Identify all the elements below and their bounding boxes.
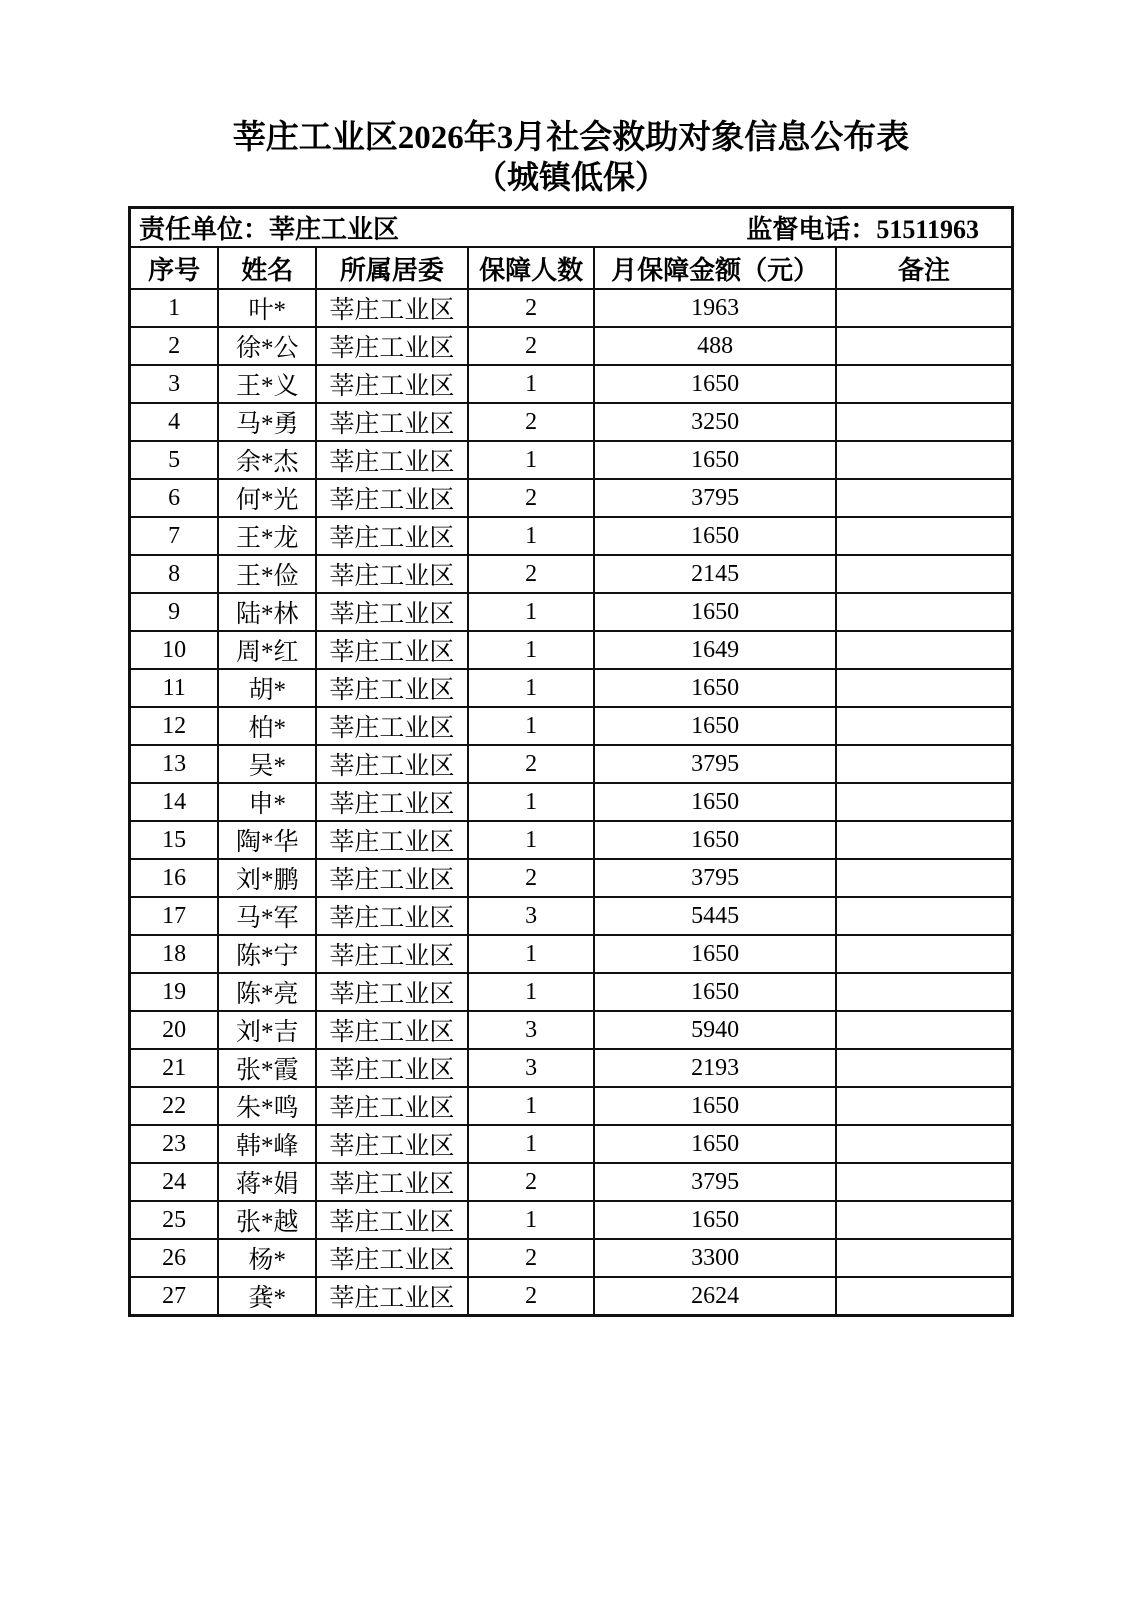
cell-index: 16 [130, 859, 219, 897]
cell-remark [836, 289, 1013, 327]
cell-committee: 莘庄工业区 [316, 669, 468, 707]
cell-amount: 1650 [594, 821, 835, 859]
cell-count: 2 [468, 555, 595, 593]
cell-name: 胡* [218, 669, 316, 707]
cell-remark [836, 935, 1013, 973]
table-header-row [130, 247, 1013, 289]
page-title: 莘庄工业区2026年3月社会救助对象信息公布表 [232, 120, 910, 156]
cell-count: 2 [468, 403, 595, 441]
cell-remark [836, 669, 1013, 707]
table-row [130, 1201, 1013, 1239]
table-row [130, 1277, 1013, 1316]
cell-remark [836, 517, 1013, 555]
cell-name: 刘*吉 [218, 1011, 316, 1049]
cell-amount: 5445 [594, 897, 835, 935]
cell-name: 陶*华 [218, 821, 316, 859]
cell-name: 何*光 [218, 479, 316, 517]
cell-count: 3 [468, 1049, 595, 1087]
cell-committee: 莘庄工业区 [316, 365, 468, 403]
cell-remark [836, 1239, 1013, 1277]
cell-amount: 1650 [594, 935, 835, 973]
page-subtitle: （城镇低保） [474, 159, 667, 196]
cell-index: 7 [130, 517, 219, 555]
assistance-table [128, 206, 1014, 1317]
cell-committee: 莘庄工业区 [316, 1201, 468, 1239]
cell-name: 马*军 [218, 897, 316, 935]
supervision-phone-label: 监督电话： [746, 215, 877, 245]
cell-amount: 3795 [594, 745, 835, 783]
cell-amount: 1650 [594, 707, 835, 745]
cell-committee: 莘庄工业区 [316, 631, 468, 669]
cell-committee: 莘庄工业区 [316, 1163, 468, 1201]
cell-index: 23 [130, 1125, 219, 1163]
cell-index: 17 [130, 897, 219, 935]
cell-name: 王*龙 [218, 517, 316, 555]
table-row [130, 1163, 1013, 1201]
cell-name: 陈*宁 [218, 935, 316, 973]
cell-count: 1 [468, 669, 595, 707]
table-row [130, 479, 1013, 517]
cell-committee: 莘庄工业区 [316, 821, 468, 859]
cell-remark [836, 1163, 1013, 1201]
cell-name: 柏* [218, 707, 316, 745]
cell-amount: 1649 [594, 631, 835, 669]
cell-amount: 1650 [594, 783, 835, 821]
cell-index: 18 [130, 935, 219, 973]
column-header-committee: 所属居委 [316, 247, 468, 289]
cell-committee: 莘庄工业区 [316, 1277, 468, 1316]
cell-index: 26 [130, 1239, 219, 1277]
table-row [130, 859, 1013, 897]
cell-index: 6 [130, 479, 219, 517]
cell-remark [836, 403, 1013, 441]
cell-remark [836, 631, 1013, 669]
cell-index: 1 [130, 289, 219, 327]
cell-remark [836, 441, 1013, 479]
cell-name: 陆*林 [218, 593, 316, 631]
cell-index: 19 [130, 973, 219, 1011]
cell-remark [836, 1277, 1013, 1316]
cell-amount: 1650 [594, 973, 835, 1011]
cell-count: 1 [468, 707, 595, 745]
cell-remark [836, 1201, 1013, 1239]
cell-committee: 莘庄工业区 [316, 973, 468, 1011]
cell-committee: 莘庄工业区 [316, 935, 468, 973]
cell-amount: 3250 [594, 403, 835, 441]
cell-count: 1 [468, 1201, 595, 1239]
cell-count: 2 [468, 327, 595, 365]
table-row [130, 669, 1013, 707]
cell-count: 3 [468, 897, 595, 935]
cell-name: 张*越 [218, 1201, 316, 1239]
cell-index: 12 [130, 707, 219, 745]
cell-remark [836, 859, 1013, 897]
cell-name: 叶* [218, 289, 316, 327]
cell-index: 11 [130, 669, 219, 707]
cell-name: 余*杰 [218, 441, 316, 479]
responsible-unit [139, 209, 399, 246]
cell-count: 2 [468, 1163, 595, 1201]
cell-count: 1 [468, 1125, 595, 1163]
cell-name: 周*红 [218, 631, 316, 669]
table-row [130, 707, 1013, 745]
cell-index: 3 [130, 365, 219, 403]
cell-committee: 莘庄工业区 [316, 1011, 468, 1049]
cell-remark [836, 707, 1013, 745]
cell-index: 8 [130, 555, 219, 593]
table-row [130, 1239, 1013, 1277]
table-row [130, 555, 1013, 593]
column-header-count: 保障人数 [468, 247, 595, 289]
cell-amount: 1650 [594, 1201, 835, 1239]
column-header-amount: 月保障金额（元） [594, 247, 835, 289]
cell-committee: 莘庄工业区 [316, 859, 468, 897]
table-row [130, 745, 1013, 783]
cell-index: 5 [130, 441, 219, 479]
cell-committee: 莘庄工业区 [316, 555, 468, 593]
cell-remark [836, 745, 1013, 783]
table-row [130, 897, 1013, 935]
cell-amount: 2193 [594, 1049, 835, 1087]
cell-count: 1 [468, 517, 595, 555]
cell-committee: 莘庄工业区 [316, 593, 468, 631]
cell-count: 1 [468, 631, 595, 669]
title-block [128, 120, 1014, 196]
cell-index: 4 [130, 403, 219, 441]
table-row [130, 327, 1013, 365]
cell-amount: 1963 [594, 289, 835, 327]
cell-remark [836, 479, 1013, 517]
cell-index: 22 [130, 1087, 219, 1125]
cell-count: 1 [468, 593, 595, 631]
document-sheet [128, 120, 1014, 1317]
cell-name: 吴* [218, 745, 316, 783]
table-row [130, 821, 1013, 859]
cell-name: 杨* [218, 1239, 316, 1277]
cell-name: 龚* [218, 1277, 316, 1316]
cell-count: 1 [468, 973, 595, 1011]
column-header-name: 姓名 [218, 247, 316, 289]
cell-amount: 1650 [594, 441, 835, 479]
supervision-phone-value: 51511963 [876, 215, 979, 245]
cell-index: 9 [130, 593, 219, 631]
cell-remark [836, 783, 1013, 821]
cell-count: 1 [468, 441, 595, 479]
cell-amount: 2145 [594, 555, 835, 593]
cell-remark [836, 973, 1013, 1011]
cell-amount: 1650 [594, 1087, 835, 1125]
cell-remark [836, 365, 1013, 403]
cell-name: 徐*公 [218, 327, 316, 365]
table-row [130, 403, 1013, 441]
cell-count: 1 [468, 1087, 595, 1125]
cell-index: 25 [130, 1201, 219, 1239]
cell-count: 2 [468, 479, 595, 517]
cell-index: 10 [130, 631, 219, 669]
cell-count: 1 [468, 783, 595, 821]
cell-name: 张*霞 [218, 1049, 316, 1087]
cell-amount: 1650 [594, 517, 835, 555]
cell-count: 2 [468, 289, 595, 327]
cell-name: 朱*鸣 [218, 1087, 316, 1125]
cell-committee: 莘庄工业区 [316, 1087, 468, 1125]
cell-remark [836, 1011, 1013, 1049]
cell-remark [836, 897, 1013, 935]
cell-committee: 莘庄工业区 [316, 479, 468, 517]
cell-name: 马*勇 [218, 403, 316, 441]
info-row [130, 208, 1013, 248]
cell-remark [836, 327, 1013, 365]
cell-committee: 莘庄工业区 [316, 403, 468, 441]
cell-amount: 3795 [594, 859, 835, 897]
table-row [130, 1125, 1013, 1163]
table-row [130, 365, 1013, 403]
column-header-index: 序号 [130, 247, 219, 289]
cell-committee: 莘庄工业区 [316, 1049, 468, 1087]
responsible-unit-value: 莘庄工业区 [269, 215, 400, 245]
cell-amount: 5940 [594, 1011, 835, 1049]
cell-index: 27 [130, 1277, 219, 1316]
cell-count: 2 [468, 1239, 595, 1277]
cell-committee: 莘庄工业区 [316, 1239, 468, 1277]
cell-name: 刘*鹏 [218, 859, 316, 897]
table-row [130, 973, 1013, 1011]
cell-amount: 1650 [594, 1125, 835, 1163]
cell-index: 2 [130, 327, 219, 365]
cell-committee: 莘庄工业区 [316, 707, 468, 745]
cell-count: 1 [468, 821, 595, 859]
cell-index: 20 [130, 1011, 219, 1049]
table-row [130, 441, 1013, 479]
cell-count: 1 [468, 935, 595, 973]
table-row [130, 1049, 1013, 1087]
cell-name: 王*俭 [218, 555, 316, 593]
cell-committee: 莘庄工业区 [316, 897, 468, 935]
cell-committee: 莘庄工业区 [316, 289, 468, 327]
column-header-remark: 备注 [836, 247, 1013, 289]
cell-amount: 3795 [594, 479, 835, 517]
cell-name: 陈*亮 [218, 973, 316, 1011]
cell-committee: 莘庄工业区 [316, 1125, 468, 1163]
cell-count: 2 [468, 859, 595, 897]
table-row [130, 593, 1013, 631]
table-row [130, 1011, 1013, 1049]
cell-remark [836, 593, 1013, 631]
cell-name: 王*义 [218, 365, 316, 403]
cell-committee: 莘庄工业区 [316, 441, 468, 479]
cell-count: 2 [468, 1277, 595, 1316]
table-row [130, 631, 1013, 669]
cell-index: 21 [130, 1049, 219, 1087]
cell-remark [836, 555, 1013, 593]
cell-count: 2 [468, 745, 595, 783]
table-row [130, 935, 1013, 973]
supervision-phone [746, 209, 1003, 246]
cell-amount: 488 [594, 327, 835, 365]
table-row [130, 289, 1013, 327]
cell-committee: 莘庄工业区 [316, 327, 468, 365]
cell-amount: 1650 [594, 669, 835, 707]
cell-remark [836, 821, 1013, 859]
cell-count: 1 [468, 365, 595, 403]
cell-committee: 莘庄工业区 [316, 517, 468, 555]
cell-amount: 3300 [594, 1239, 835, 1277]
table-row [130, 783, 1013, 821]
cell-name: 蒋*娟 [218, 1163, 316, 1201]
table-row [130, 517, 1013, 555]
cell-index: 24 [130, 1163, 219, 1201]
cell-index: 14 [130, 783, 219, 821]
cell-amount: 3795 [594, 1163, 835, 1201]
table-row [130, 1087, 1013, 1125]
cell-remark [836, 1125, 1013, 1163]
cell-remark [836, 1049, 1013, 1087]
responsible-unit-label: 责任单位： [139, 215, 270, 245]
cell-index: 13 [130, 745, 219, 783]
cell-amount: 1650 [594, 593, 835, 631]
cell-count: 3 [468, 1011, 595, 1049]
cell-amount: 1650 [594, 365, 835, 403]
cell-remark [836, 1087, 1013, 1125]
cell-name: 申* [218, 783, 316, 821]
cell-index: 15 [130, 821, 219, 859]
cell-name: 韩*峰 [218, 1125, 316, 1163]
cell-committee: 莘庄工业区 [316, 783, 468, 821]
cell-committee: 莘庄工业区 [316, 745, 468, 783]
cell-amount: 2624 [594, 1277, 835, 1316]
